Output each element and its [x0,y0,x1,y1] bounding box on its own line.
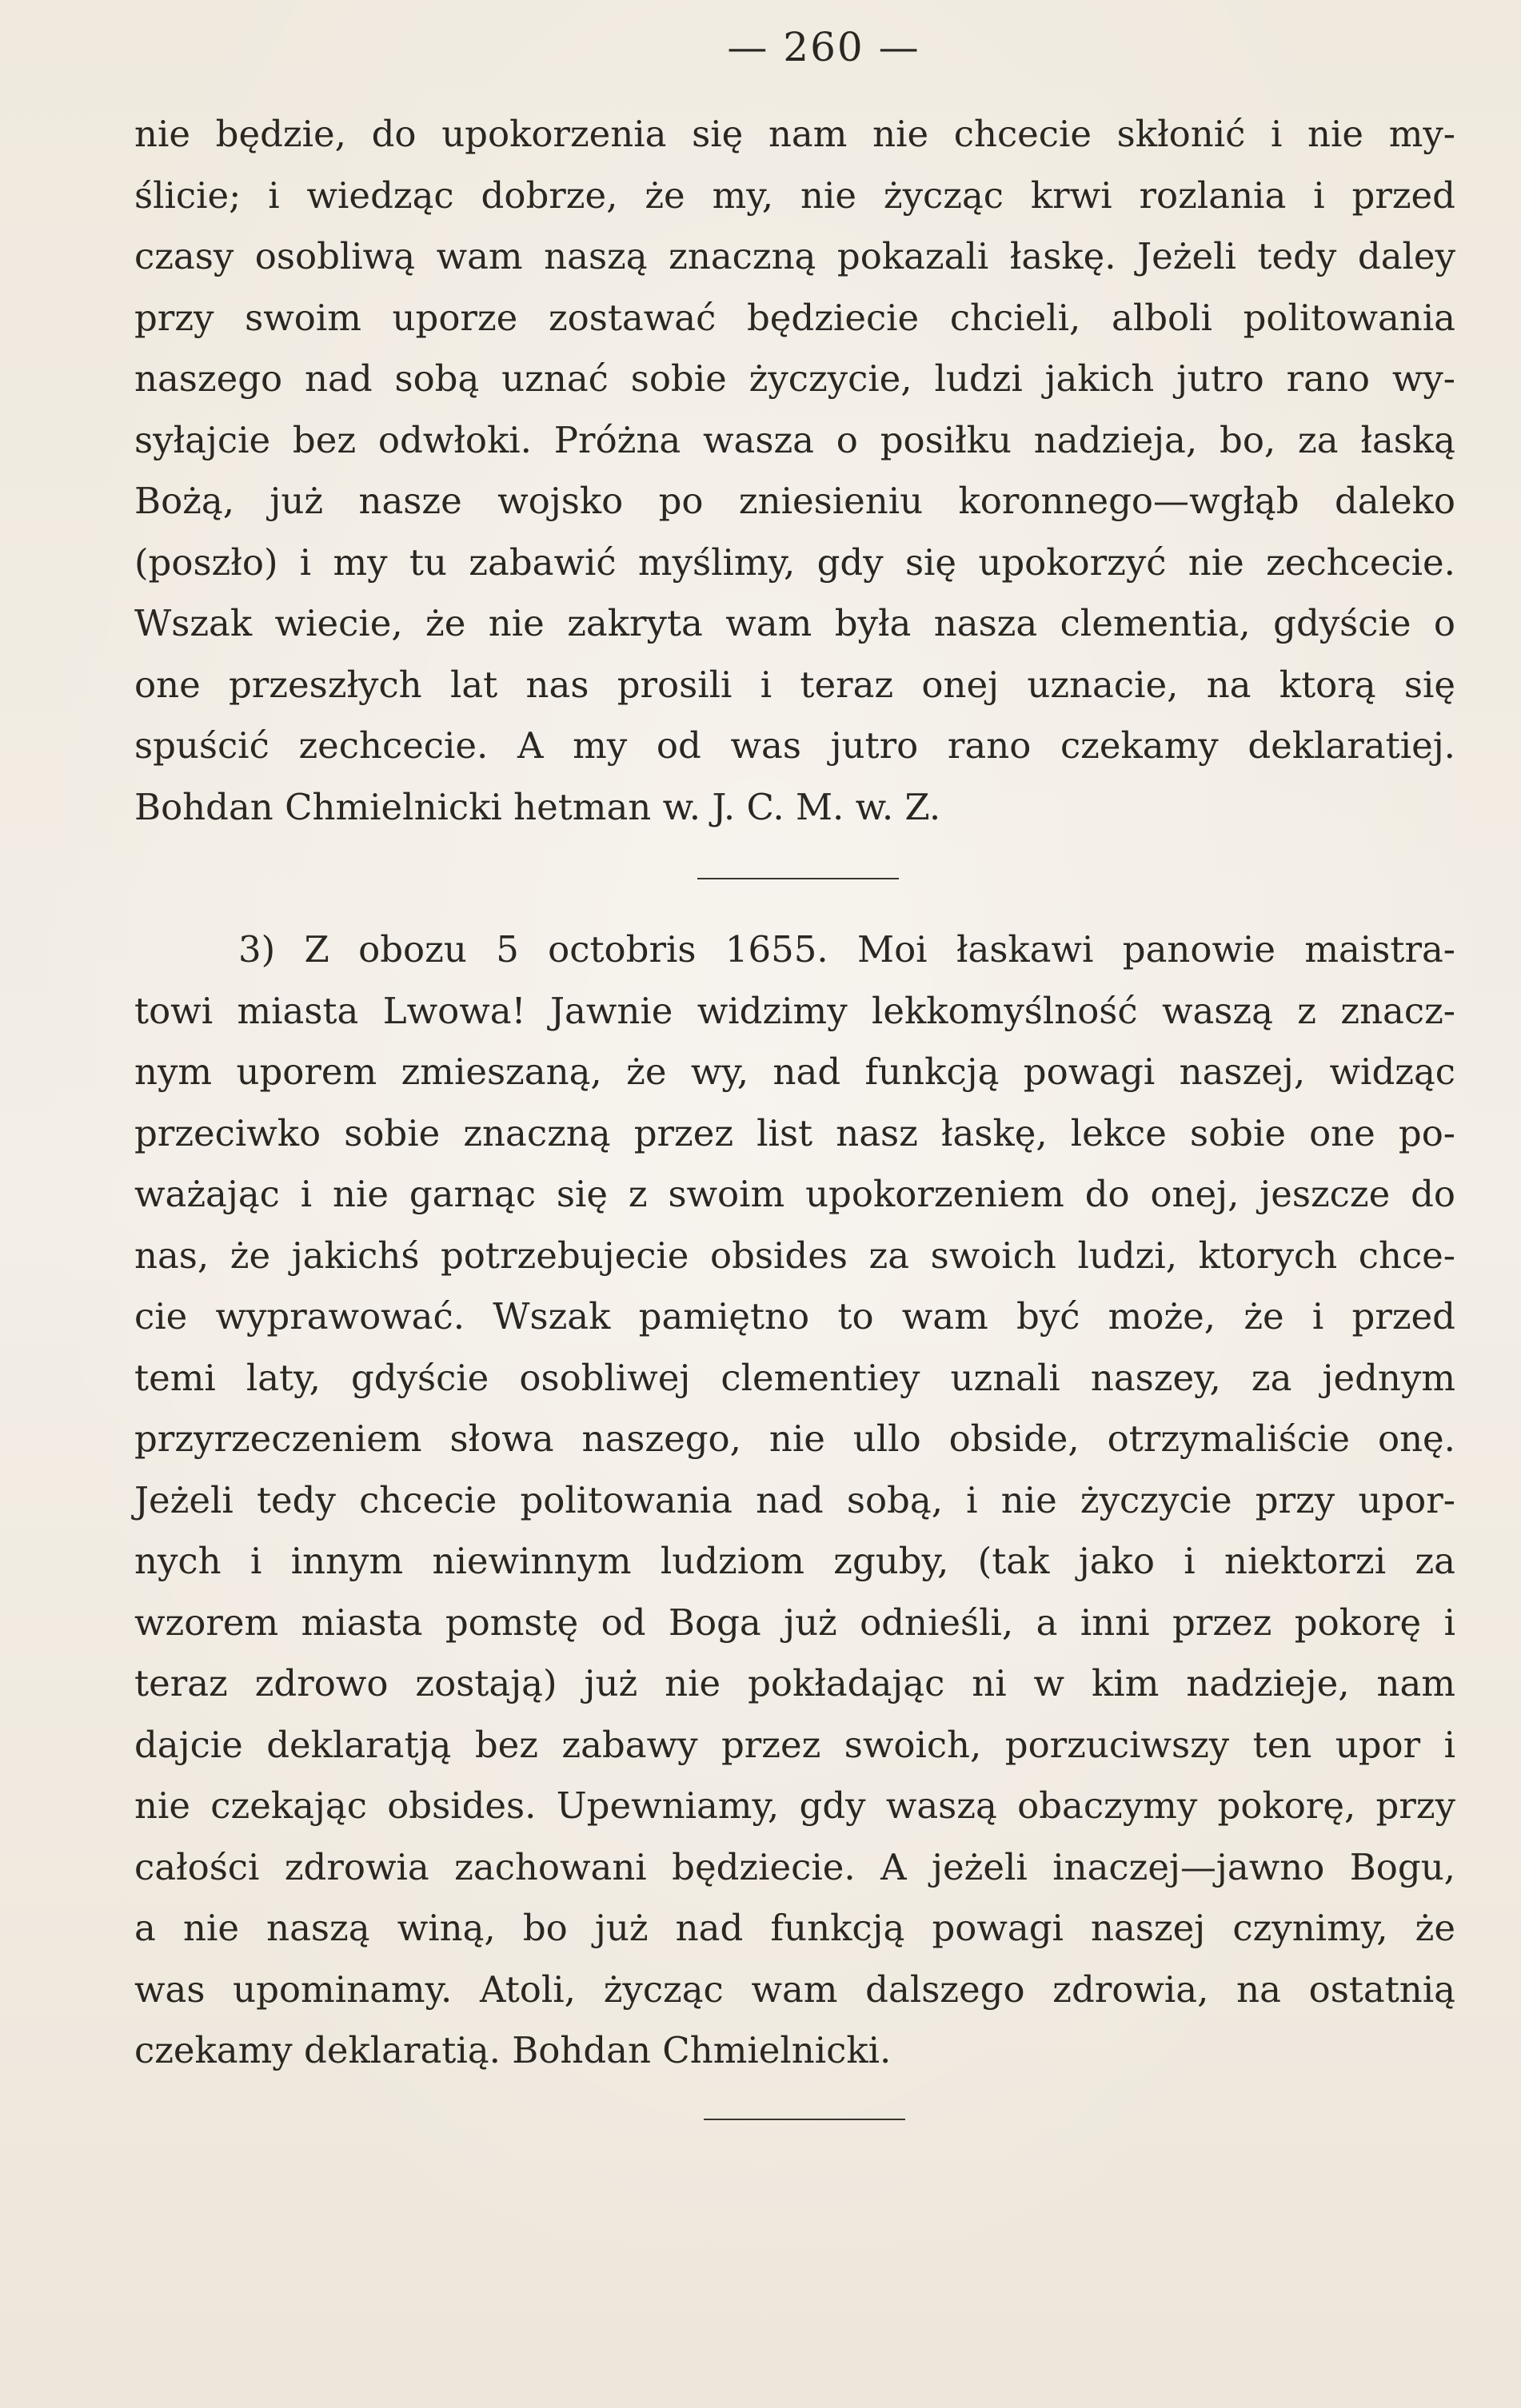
text-line: naszego nad sobą uznać sobie życzycie, ludzi jakich jutro rano wy- [134,357,1455,400]
text-line: przyrzeczeniem słowa naszego, nie ullo obside, otrzymaliście onę. [134,1417,1455,1460]
text-line: nych i innym niewinnym ludziom zguby, (tak jako i niektorzi za [134,1540,1455,1582]
text-line: temi laty, gdyście osobliwej clementiey uznali naszey, za jednym [134,1356,1455,1399]
text-line: syłajcie bez odwłoki. Próżna wasza o posiłku nadzieja, bo, za łaską [134,418,1455,461]
text-line: dajcie deklaratją bez zabawy przez swoich, porzuciwszy ten upor i [134,1723,1455,1766]
paragraph-letter-2-end [134,104,1455,838]
text-line: ważając i nie garnąc się z swoim upokorzeniem do onej, jeszcze do [134,1173,1455,1215]
text-line: was upominamy. Atoli, życząc wam dalszego zdrowia, na ostatnią [134,1967,1455,2011]
text-line: nie będzie, do upokorzenia się nam nie chcecie skłonić i nie my- [134,113,1455,155]
text-line: (poszło) i my tu zabawić myślimy, gdy się upokorzyć nie zechcecie. [134,540,1455,584]
text-line: nym uporem zmieszaną, że wy, nad funkcją powagi naszej, widząc [134,1051,1455,1093]
text-line: wzorem miasta pomstę od Boga już odnieśli, a inni przez pokorę i [134,1601,1455,1644]
text-line: przy swoim uporze zostawać będziecie chcieli, alboli politowania [134,296,1455,339]
text-line: towi miasta Lwowa! Jawnie widzimy lekkomyślność waszą z znacz- [134,989,1455,1032]
text-line: ślicie; i wiedząc dobrze, że my, nie życząc krwi rozlania i przed [134,173,1455,217]
text-line: a nie naszą winą, bo już nad funkcją powagi naszej czynimy, że [134,1907,1455,1949]
paragraph-letter-3 [134,919,1455,2082]
text-line: Jeżeli tedy chcecie politowania nad sobą, i nie życzycie przy upor- [134,1478,1455,1521]
text-line: cie wyprawować. Wszak pamiętno to wam być może, że i przed [134,1295,1455,1338]
text-line: teraz zdrowo zostają) już nie pokładając ni w kim nadzieje, nam [134,1662,1455,1704]
text-line: nas, że jakichś potrzebujecie obsides za swoich ludzi, ktorych chce- [134,1234,1455,1277]
page-number: — 260 — [727,24,920,70]
section-divider [704,2119,905,2120]
text-line: całości zdrowia zachowani będziecie. A jeżeli inaczej—jawno Bogu, [134,1845,1455,1888]
text-line: Bohdan Chmielnicki hetman w. J. C. M. w. Z. [134,785,941,828]
text-line: one przeszłych lat nas prosili i teraz onej uznacie, na ktorą się [134,663,1455,706]
text-line: czasy osobliwą wam naszą znaczną pokazali łaskę. Jeżeli tedy daley [134,235,1455,277]
text-line: nie czekając obsides. Upewniamy, gdy waszą obaczymy pokorę, przy [134,1784,1455,1827]
text-line: czekamy deklaratią. Bohdan Chmielnicki. [134,2029,892,2071]
text-line: Bożą, już nasze wojsko po zniesieniu koronnego—wgłąb daleko [134,480,1455,522]
text-line: spuścić zechcecie. A my od was jutro rano czekamy deklaratiej. [134,724,1455,767]
section-divider [697,878,899,879]
text-line: 3) Z obozu 5 octobris 1655. Moi łaskawi panowie maistra- [238,928,1455,971]
text-line: Wszak wiecie, że nie zakryta wam była nasza clementia, gdyście o [134,602,1455,644]
text-line: przeciwko sobie znaczną przez list nasz łaskę, lekce sobie one po- [134,1111,1455,1154]
